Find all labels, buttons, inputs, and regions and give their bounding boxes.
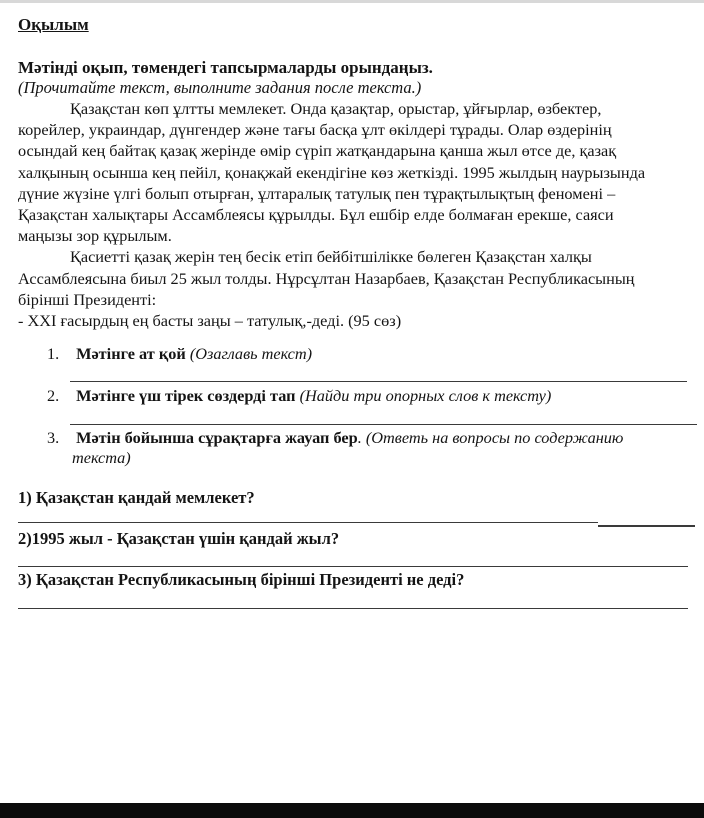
answer-line [70,424,697,425]
task-kazakh: Мәтінге ат қой [76,344,186,363]
text-line: Қасиетті қазақ жерін тең бесік етіп бейбітшілікке бөлеген Қазақстан халқы [70,247,592,267]
reading-text [18,98,704,331]
answer-line [70,381,687,382]
text-line: Ассамблеясына биыл 25 жыл толды. Нұрсұлтан Назарбаев, Қазақстан Республикасының [18,268,635,288]
task-russian: (Найди три опорных слов к тексту) [299,386,552,405]
text-line: - XXI ғасырдың ең басты заңы – татулық,-деді. (95 сөз) [18,311,402,331]
top-edge-strip [0,0,704,3]
question-2: 2)1995 жыл - Қазақстан үшін қандай жыл? [18,529,340,548]
task-2 [47,386,551,406]
task-3-continuation: текста) [72,448,131,467]
task-kazakh: Мәтін бойынша сұрақтарға жауап бер [76,428,358,447]
question-1: 1) Қазақстан қандай мемлекет? [18,488,255,507]
assignment-title: Мәтінді оқып, төмендегі тапсырмаларды орындаңыз. [18,58,433,77]
task-1 [47,344,312,364]
task-russian: . (Ответь на вопросы по содержанию [357,428,624,447]
text-line: халқының осынша кең пейіл, қонақжай екендігіне көз жеткізді. 1995 жылдың наурызында [18,162,646,182]
text-line: бірінші Президенті: [18,289,157,309]
task-number: 2. [47,386,60,405]
question-3: 3) Қазақстан Республикасының бірінші Президенті не деді? [18,570,465,589]
answer-line [18,608,688,609]
text-line: корейлер, украиндар, дүнгендер және тағы басқа ұлт өкілдері тұрады. Олар өздерінің [18,120,612,140]
assignment-subtitle: (Прочитайте текст, выполните задания после текста.) [18,78,422,97]
task-russian: (Озаглавь текст) [189,344,313,363]
text-line: Қазақстан көп ұлтты мемлекет. Онда қазақтар, орыстар, ұйғырлар, өзбектер, [70,99,602,118]
task-number: 3. [47,428,60,447]
bottom-edge-bar [0,803,704,818]
text-line: маңызы зор құрылым. [18,226,172,246]
answer-line [18,566,688,567]
text-line: осындай кең байтақ қазақ жерінде өмір сүріп жатқандарына қанша жыл өтсе де, қазақ [18,141,617,161]
section-heading: Оқылым [18,15,89,34]
task-number: 1. [47,344,60,363]
text-line: Қазақстан халықтары Ассамблеясы құрылды. Бұл ешбір елде болмаған ерекше, саяси [18,205,614,225]
answer-line [598,525,695,527]
text-line: дүние жүзіне үлгі болып отырған, ұлтаралық татулық пен тұрақтылықтың феномені – [18,183,616,203]
task-kazakh: Мәтінге үш тірек сөздерді тап [76,386,296,405]
task-3 [47,428,623,448]
answer-line [18,522,598,523]
